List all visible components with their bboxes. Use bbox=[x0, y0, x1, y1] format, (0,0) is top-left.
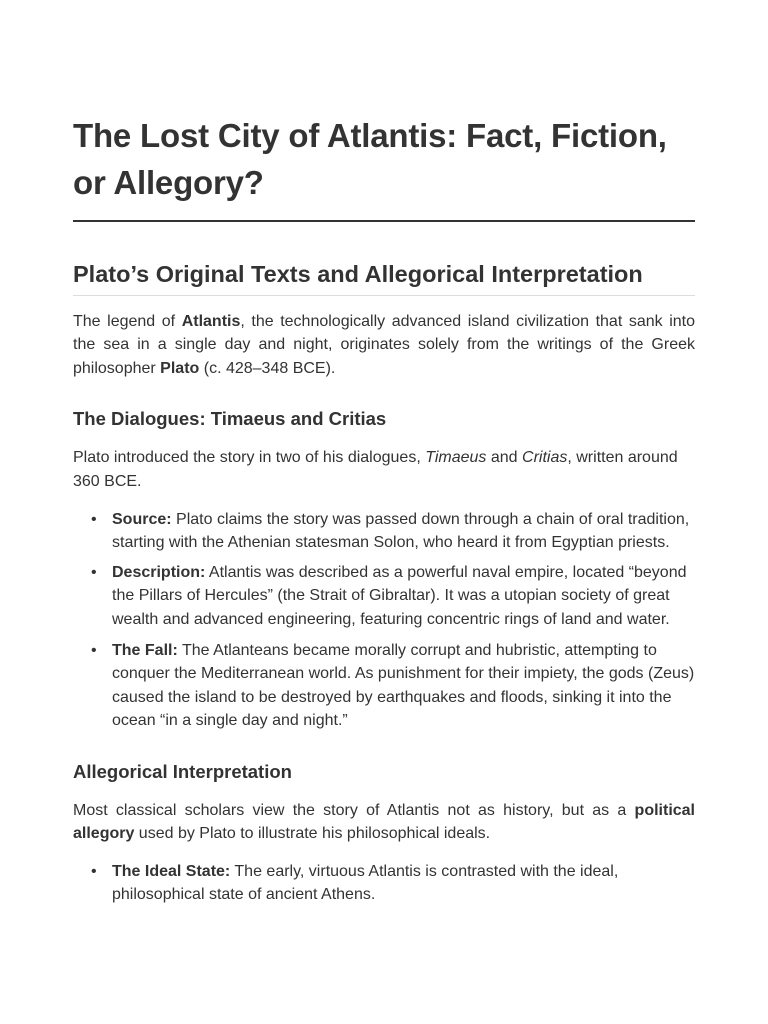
allegory-paragraph bbox=[73, 799, 695, 846]
dialogues-text-1: Plato introduced the story in two of his dialogues, bbox=[73, 449, 426, 467]
bullet-icon: • bbox=[91, 862, 97, 880]
section-divider bbox=[73, 295, 695, 296]
list-item-text: The early, virtuous Atlantis is contrasted with the ideal, philosophical state of ancient Athens. bbox=[112, 862, 619, 903]
intro-bold-plato: Plato bbox=[160, 359, 200, 377]
list-item-the-fall bbox=[91, 639, 695, 733]
list-item-label: Description: bbox=[112, 563, 206, 581]
subheading-allegorical: Allegorical Interpretation bbox=[73, 760, 292, 782]
title-divider bbox=[73, 220, 695, 222]
bullet-icon: • bbox=[91, 642, 97, 660]
allegory-text-1: Most classical scholars view the story of Atlantis not as history, but as a bbox=[73, 801, 635, 819]
dialogues-text-3: , written around 360 BCE. bbox=[73, 449, 678, 490]
dialogues-italic-critias: Critias bbox=[522, 449, 568, 467]
list-item-text: Plato claims the story was passed down through a chain of oral tradition, starting with the Athenian statesman Solon, who heard it from Egyptian priests. bbox=[112, 511, 690, 552]
list-item-label: The Fall: bbox=[112, 642, 178, 660]
list-item-ideal-state bbox=[91, 860, 695, 907]
intro-text-3: (c. 428–348 BCE). bbox=[199, 359, 336, 377]
intro-bold-atlantis: Atlantis bbox=[181, 313, 241, 330]
dialogues-text-2: and bbox=[486, 449, 523, 467]
allegory-bold-political-allegory: political allegory bbox=[73, 801, 695, 843]
dialogues-list bbox=[73, 508, 695, 733]
list-item-description bbox=[91, 561, 695, 631]
list-item-text: The Atlanteans became morally corrupt and hubristic, attempting to conquer the Mediterranean world. As punishment for their impiety, the gods (Zeus) caused the island to be destroyed by earthquakes and floods, sinking it into the ocean “in a single day and night.” bbox=[112, 642, 695, 730]
document-title: The Lost City of Atlantis: Fact, Fiction, or Allegory? bbox=[73, 117, 667, 201]
subheading-dialogues: The Dialogues: Timaeus and Critias bbox=[73, 408, 387, 430]
allegory-text-2: used by Plato to illustrate his philosophical ideals. bbox=[134, 825, 491, 843]
list-item-text: Atlantis was described as a powerful naval empire, located “beyond the Pillars of Hercules” (the Strait of Gibraltar). It was a utopian society of great wealth and advanced engineering, featuring concentric rings of land and water. bbox=[112, 563, 687, 628]
dialogues-paragraph bbox=[73, 446, 695, 493]
bullet-icon: • bbox=[91, 511, 97, 529]
intro-text-1: The legend of bbox=[73, 313, 182, 330]
dialogues-italic-timaeus: Timaeus bbox=[425, 449, 487, 467]
bullet-icon: • bbox=[91, 563, 97, 581]
list-item-source bbox=[91, 508, 695, 555]
intro-paragraph bbox=[73, 310, 695, 380]
list-item-label: Source: bbox=[112, 511, 172, 529]
section-heading-platos-texts: Plato’s Original Texts and Allegorical Interpretation bbox=[73, 261, 643, 287]
allegory-list bbox=[73, 860, 695, 907]
intro-text-2: , the technologically advanced island civilization that sank into the sea in a single day and night, originates solely from the writings of the Greek philosopher bbox=[73, 313, 696, 377]
list-item-label: The Ideal State: bbox=[112, 862, 231, 880]
